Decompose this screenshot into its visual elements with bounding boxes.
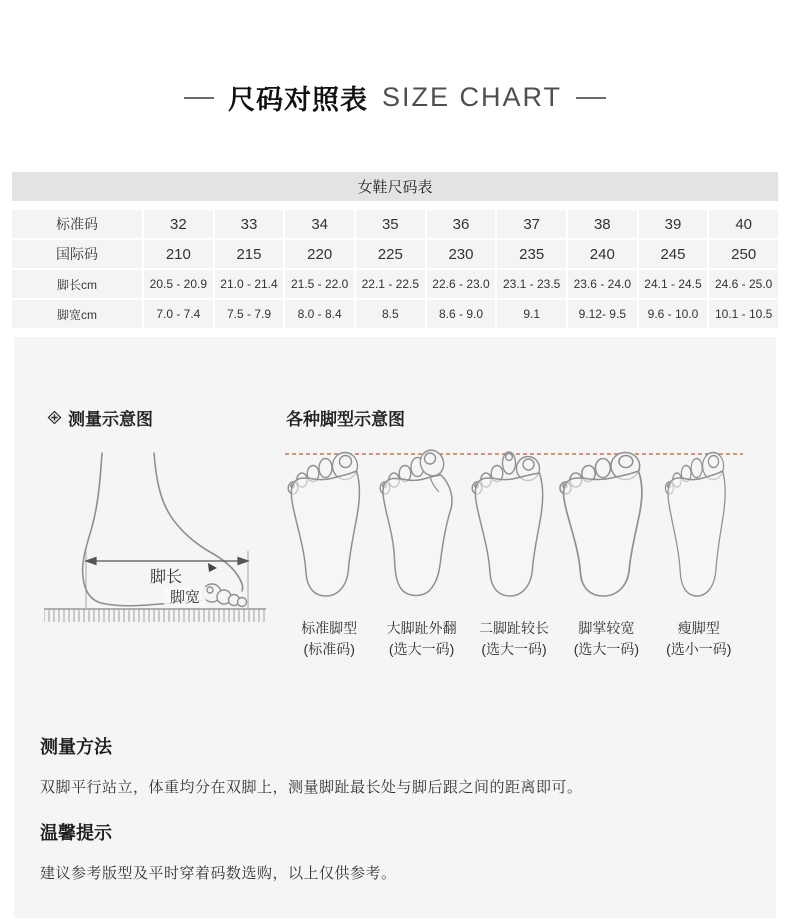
table-cell: 8.5 [356, 300, 425, 328]
table-cell: 23.6 - 24.0 [568, 270, 637, 298]
table-row [12, 240, 778, 268]
foot-type-caption [560, 618, 652, 660]
foot-type-advice: (选大一码) [573, 641, 640, 657]
table-cell: 235 [497, 240, 566, 268]
table-cell: 9.6 - 10.0 [639, 300, 708, 328]
table-cell: 40 [709, 210, 778, 238]
table-cell: 39 [639, 210, 708, 238]
table-cell: 10.1 - 10.5 [709, 300, 778, 328]
foot-type-name: 大脚趾外翻 [386, 620, 457, 636]
table-cell: 9.1 [497, 300, 566, 328]
table-cell: 230 [427, 240, 496, 268]
table-cell: 35 [356, 210, 425, 238]
table-cell: 24.1 - 24.5 [639, 270, 708, 298]
title-dash-left [184, 97, 214, 99]
table-row [12, 210, 778, 238]
table-cell: 7.0 - 7.4 [144, 300, 213, 328]
size-chart-table [12, 172, 778, 330]
table-cell: 23.1 - 23.5 [497, 270, 566, 298]
measure-method-section [40, 733, 750, 797]
foot-type-name: 二脚趾较长 [478, 620, 549, 636]
table-cell: 240 [568, 240, 637, 268]
foot-type-advice: (选小一码) [666, 641, 732, 657]
page-title [0, 78, 790, 117]
table-cell: 8.0 - 8.4 [285, 300, 354, 328]
table-title: 女鞋尺码表 [12, 172, 778, 201]
foot-type-caption [375, 618, 467, 660]
warm-tips-text: 建议参考版型及平时穿着码数选购，以上仅供参考。 [40, 865, 397, 882]
table-cell: 22.6 - 23.0 [427, 270, 496, 298]
row-label: 标准码 [12, 210, 142, 238]
table-cell: 24.6 - 25.0 [709, 270, 778, 298]
foot-types-diagram [283, 449, 745, 601]
table-cell: 32 [144, 210, 213, 238]
foot-type-advice: (选大一码) [388, 641, 455, 657]
foot-type-name: 脚掌较宽 [578, 620, 635, 636]
foot-type-caption [283, 618, 375, 660]
table-row [12, 270, 778, 298]
foot-width-label: 脚宽 [169, 589, 201, 606]
table-cell: 34 [285, 210, 354, 238]
foot-type-advice: (标准码) [303, 641, 355, 657]
table-cell: 36 [427, 210, 496, 238]
foot-type-advice: (选大一码) [481, 641, 547, 657]
warm-tips-section [40, 819, 750, 883]
measure-guide-heading [46, 405, 153, 430]
foot-type-caption [653, 618, 745, 660]
table-cell: 22.1 - 22.5 [356, 270, 425, 298]
table-cell: 37 [497, 210, 566, 238]
table-cell: 21.5 - 22.0 [285, 270, 354, 298]
table-cell: 250 [709, 240, 778, 268]
table-row [12, 300, 778, 328]
table-cell: 20.5 - 20.9 [144, 270, 213, 298]
title-dash-right [576, 97, 606, 99]
row-label: 脚宽cm [12, 300, 142, 328]
foot-types-heading [286, 405, 405, 430]
foot-side-view-diagram [38, 451, 272, 627]
table-cell: 9.12- 9.5 [568, 300, 637, 328]
table-cell: 33 [215, 210, 284, 238]
table-cell: 8.6 - 9.0 [427, 300, 496, 328]
page-title-en: SIZE CHART [381, 82, 563, 112]
measure-method-heading: 测量方法 [40, 737, 112, 757]
table-cell: 245 [639, 240, 708, 268]
measure-guide-heading-text: 测量示意图 [68, 410, 153, 429]
row-label: 国际码 [12, 240, 142, 268]
foot-types-heading-text: 各种脚型示意图 [286, 410, 405, 429]
page-title-cn: 尺码对照表 [227, 85, 368, 115]
table-cell: 21.0 - 21.4 [215, 270, 284, 298]
table-cell: 215 [215, 240, 284, 268]
foot-type-name: 标准脚型 [301, 620, 358, 636]
row-label: 脚长cm [12, 270, 142, 298]
foot-type-captions [283, 618, 745, 660]
table-cell: 38 [568, 210, 637, 238]
table-cell: 7.5 - 7.9 [215, 300, 284, 328]
table-cell: 220 [285, 240, 354, 268]
foot-type-caption [468, 618, 560, 660]
foot-type-name: 瘦脚型 [677, 620, 720, 636]
measure-method-text: 双脚平行站立，体重均分在双脚上，测量脚趾最长处与脚后跟之间的距离即可。 [40, 779, 583, 796]
table-cell: 210 [144, 240, 213, 268]
table-cell: 225 [356, 240, 425, 268]
foot-length-label: 脚长 [149, 569, 183, 586]
measurement-panel [14, 337, 776, 918]
diamond-plus-icon [46, 409, 63, 426]
warm-tips-heading: 温馨提示 [40, 823, 112, 843]
